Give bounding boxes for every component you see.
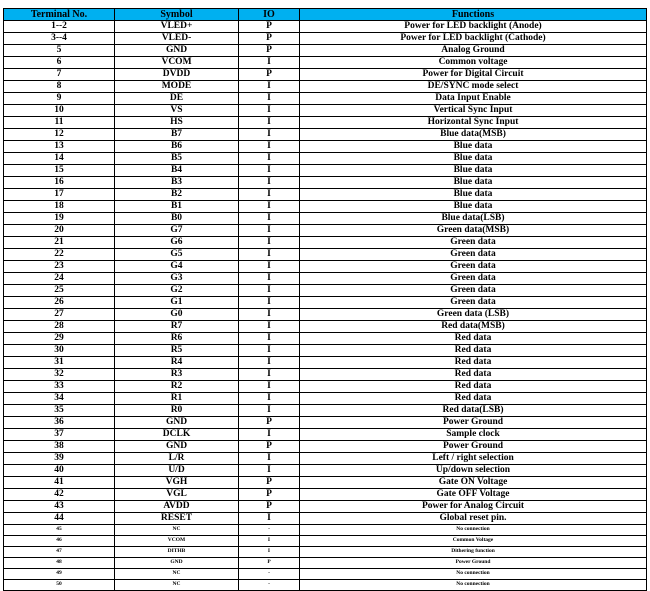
table-row — [4, 33, 647, 45]
function-cell: Blue data — [300, 177, 647, 189]
function-cell: Green data — [300, 261, 647, 273]
function-cell: Gate ON Voltage — [300, 477, 647, 489]
function-cell: Green data — [300, 297, 647, 309]
table-row — [4, 333, 647, 345]
io-cell: I — [239, 369, 300, 381]
symbol-cell: RESET — [115, 513, 239, 525]
symbol-cell: G2 — [115, 285, 239, 297]
table-row — [4, 69, 647, 81]
terminal-no-cell: 28 — [4, 321, 115, 333]
table-row — [4, 489, 647, 501]
table-row — [4, 477, 647, 489]
table-row — [4, 165, 647, 177]
function-cell: Gate OFF Voltage — [300, 489, 647, 501]
function-cell: Dithering function — [300, 547, 647, 558]
io-cell: I — [239, 153, 300, 165]
io-cell: I — [239, 141, 300, 153]
io-cell: I — [239, 165, 300, 177]
terminal-no-cell: 1--2 — [4, 21, 115, 33]
table-row — [4, 57, 647, 69]
function-cell: Analog Ground — [300, 45, 647, 57]
table-row — [4, 21, 647, 33]
io-cell: P — [239, 489, 300, 501]
terminal-no-cell: 25 — [4, 285, 115, 297]
symbol-cell: DE — [115, 93, 239, 105]
symbol-cell: DVDD — [115, 69, 239, 81]
function-cell: Green data — [300, 237, 647, 249]
symbol-cell: B0 — [115, 213, 239, 225]
table-row — [4, 547, 647, 558]
table-row — [4, 558, 647, 569]
table-row — [4, 453, 647, 465]
function-cell: Blue data — [300, 165, 647, 177]
terminal-no-cell: 47 — [4, 547, 115, 558]
symbol-cell: G6 — [115, 237, 239, 249]
table-row — [4, 501, 647, 513]
function-cell: Power Ground — [300, 558, 647, 569]
function-cell: Power for Digital Circuit — [300, 69, 647, 81]
function-cell: Sample clock — [300, 429, 647, 441]
io-cell: I — [239, 536, 300, 547]
function-cell: Common voltage — [300, 57, 647, 69]
table-row — [4, 465, 647, 477]
header-terminal-no: Terminal No. — [4, 9, 115, 21]
symbol-cell: R0 — [115, 405, 239, 417]
table-row — [4, 536, 647, 547]
terminal-no-cell: 44 — [4, 513, 115, 525]
symbol-cell: GND — [115, 441, 239, 453]
terminal-no-cell: 49 — [4, 569, 115, 580]
symbol-cell: R1 — [115, 393, 239, 405]
terminal-no-cell: 38 — [4, 441, 115, 453]
table-row — [4, 177, 647, 189]
terminal-no-cell: 18 — [4, 201, 115, 213]
function-cell: Power Ground — [300, 417, 647, 429]
io-cell: I — [239, 465, 300, 477]
io-cell: - — [239, 580, 300, 591]
symbol-cell: B5 — [115, 153, 239, 165]
table-row — [4, 369, 647, 381]
terminal-no-cell: 17 — [4, 189, 115, 201]
io-cell: I — [239, 357, 300, 369]
function-cell: Common Voltage — [300, 536, 647, 547]
function-cell: Power for LED backlight (Anode) — [300, 21, 647, 33]
terminal-no-cell: 50 — [4, 580, 115, 591]
terminal-no-cell: 3--4 — [4, 33, 115, 45]
table-row — [4, 225, 647, 237]
table-row — [4, 405, 647, 417]
table-row — [4, 81, 647, 93]
symbol-cell: G0 — [115, 309, 239, 321]
terminal-no-cell: 19 — [4, 213, 115, 225]
symbol-cell: G5 — [115, 249, 239, 261]
terminal-no-cell: 20 — [4, 225, 115, 237]
function-cell: Red data — [300, 381, 647, 393]
table-row — [4, 105, 647, 117]
terminal-no-cell: 46 — [4, 536, 115, 547]
function-cell: Red data(MSB) — [300, 321, 647, 333]
table-row — [4, 117, 647, 129]
io-cell: I — [239, 321, 300, 333]
terminal-no-cell: 35 — [4, 405, 115, 417]
table-row — [4, 441, 647, 453]
symbol-cell: B7 — [115, 129, 239, 141]
function-cell: Power Ground — [300, 441, 647, 453]
symbol-cell: GND — [115, 417, 239, 429]
function-cell: Up/down selection — [300, 465, 647, 477]
symbol-cell: R7 — [115, 321, 239, 333]
symbol-cell: VLED- — [115, 33, 239, 45]
terminal-no-cell: 9 — [4, 93, 115, 105]
io-cell: I — [239, 93, 300, 105]
function-cell: Vertical Sync Input — [300, 105, 647, 117]
function-cell: Blue data — [300, 201, 647, 213]
io-cell: I — [239, 129, 300, 141]
function-cell: Red data — [300, 357, 647, 369]
function-cell: Green data(MSB) — [300, 225, 647, 237]
symbol-cell: AVDD — [115, 501, 239, 513]
io-cell: I — [239, 201, 300, 213]
io-cell: P — [239, 441, 300, 453]
symbol-cell: B6 — [115, 141, 239, 153]
function-cell: No connection — [300, 569, 647, 580]
symbol-cell: VGL — [115, 489, 239, 501]
table-row — [4, 429, 647, 441]
symbol-cell: R5 — [115, 345, 239, 357]
symbol-cell: R6 — [115, 333, 239, 345]
terminal-no-cell: 12 — [4, 129, 115, 141]
io-cell: I — [239, 249, 300, 261]
function-cell: No connection — [300, 525, 647, 536]
table-row — [4, 297, 647, 309]
table-row — [4, 525, 647, 536]
table-row — [4, 237, 647, 249]
io-cell: I — [239, 177, 300, 189]
symbol-cell: HS — [115, 117, 239, 129]
table-row — [4, 249, 647, 261]
symbol-cell: G3 — [115, 273, 239, 285]
symbol-cell: NC — [115, 580, 239, 591]
function-cell: Blue data — [300, 141, 647, 153]
terminal-no-cell: 6 — [4, 57, 115, 69]
table-row — [4, 417, 647, 429]
function-cell: Red data(LSB) — [300, 405, 647, 417]
io-cell: I — [239, 513, 300, 525]
terminal-no-cell: 45 — [4, 525, 115, 536]
terminal-no-cell: 22 — [4, 249, 115, 261]
io-cell: P — [239, 558, 300, 569]
function-cell: Green data (LSB) — [300, 309, 647, 321]
io-cell: P — [239, 477, 300, 489]
io-cell: I — [239, 273, 300, 285]
terminal-no-cell: 43 — [4, 501, 115, 513]
function-cell: No connection — [300, 580, 647, 591]
terminal-no-cell: 23 — [4, 261, 115, 273]
terminal-no-cell: 15 — [4, 165, 115, 177]
terminal-no-cell: 29 — [4, 333, 115, 345]
io-cell: I — [239, 81, 300, 93]
function-cell: Red data — [300, 393, 647, 405]
symbol-cell: B4 — [115, 165, 239, 177]
symbol-cell: DITHB — [115, 547, 239, 558]
terminal-no-cell: 7 — [4, 69, 115, 81]
table-row — [4, 261, 647, 273]
terminal-no-cell: 14 — [4, 153, 115, 165]
function-cell: Blue data — [300, 189, 647, 201]
io-cell: I — [239, 453, 300, 465]
header-io: IO — [239, 9, 300, 21]
terminal-no-cell: 11 — [4, 117, 115, 129]
io-cell: I — [239, 261, 300, 273]
function-cell: Blue data — [300, 153, 647, 165]
terminal-no-cell: 16 — [4, 177, 115, 189]
symbol-cell: R3 — [115, 369, 239, 381]
terminal-no-cell: 24 — [4, 273, 115, 285]
function-cell: Power for LED backlight (Cathode) — [300, 33, 647, 45]
io-cell: I — [239, 309, 300, 321]
io-cell: I — [239, 225, 300, 237]
terminal-no-cell: 26 — [4, 297, 115, 309]
symbol-cell: VCOM — [115, 536, 239, 547]
symbol-cell: B1 — [115, 201, 239, 213]
symbol-cell: U/D — [115, 465, 239, 477]
terminal-no-cell: 37 — [4, 429, 115, 441]
io-cell: I — [239, 297, 300, 309]
io-cell: I — [239, 547, 300, 558]
function-cell: DE/SYNC mode select — [300, 81, 647, 93]
table-row — [4, 569, 647, 580]
terminal-no-cell: 40 — [4, 465, 115, 477]
io-cell: P — [239, 45, 300, 57]
function-cell: Power for Analog Circuit — [300, 501, 647, 513]
io-cell: - — [239, 525, 300, 536]
terminal-no-cell: 39 — [4, 453, 115, 465]
io-cell: I — [239, 189, 300, 201]
terminal-no-cell: 32 — [4, 369, 115, 381]
table-row — [4, 153, 647, 165]
symbol-cell: NC — [115, 525, 239, 536]
io-cell: I — [239, 405, 300, 417]
table-row — [4, 580, 647, 591]
io-cell: P — [239, 501, 300, 513]
terminal-no-cell: 42 — [4, 489, 115, 501]
terminal-no-cell: 5 — [4, 45, 115, 57]
symbol-cell: B2 — [115, 189, 239, 201]
io-cell: I — [239, 333, 300, 345]
io-cell: P — [239, 417, 300, 429]
io-cell: P — [239, 69, 300, 81]
terminal-no-cell: 31 — [4, 357, 115, 369]
io-cell: I — [239, 105, 300, 117]
function-cell: Red data — [300, 333, 647, 345]
table-row — [4, 129, 647, 141]
function-cell: Red data — [300, 345, 647, 357]
function-cell: Left / right selection — [300, 453, 647, 465]
symbol-cell: G1 — [115, 297, 239, 309]
io-cell: I — [239, 213, 300, 225]
function-cell: Global reset pin. — [300, 513, 647, 525]
function-cell: Data Input Enable — [300, 93, 647, 105]
symbol-cell: VLED+ — [115, 21, 239, 33]
function-cell: Blue data(LSB) — [300, 213, 647, 225]
terminal-no-cell: 36 — [4, 417, 115, 429]
terminal-no-cell: 8 — [4, 81, 115, 93]
symbol-cell: VS — [115, 105, 239, 117]
io-cell: I — [239, 393, 300, 405]
terminal-no-cell: 48 — [4, 558, 115, 569]
table-row — [4, 93, 647, 105]
table-row — [4, 213, 647, 225]
table-row — [4, 141, 647, 153]
terminal-no-cell: 30 — [4, 345, 115, 357]
terminal-no-cell: 27 — [4, 309, 115, 321]
terminal-no-cell: 33 — [4, 381, 115, 393]
header-row — [4, 9, 647, 21]
io-cell: I — [239, 345, 300, 357]
function-cell: Green data — [300, 273, 647, 285]
table-body — [4, 21, 647, 591]
io-cell: - — [239, 569, 300, 580]
symbol-cell: VGH — [115, 477, 239, 489]
symbol-cell: G4 — [115, 261, 239, 273]
table-row — [4, 309, 647, 321]
table-row — [4, 189, 647, 201]
table-row — [4, 285, 647, 297]
symbol-cell: GND — [115, 558, 239, 569]
symbol-cell: NC — [115, 569, 239, 580]
table-row — [4, 273, 647, 285]
terminal-no-cell: 13 — [4, 141, 115, 153]
io-cell: I — [239, 117, 300, 129]
io-cell: I — [239, 285, 300, 297]
function-cell: Red data — [300, 369, 647, 381]
table-row — [4, 381, 647, 393]
function-cell: Green data — [300, 285, 647, 297]
table-row — [4, 345, 647, 357]
terminal-no-cell: 34 — [4, 393, 115, 405]
table-row — [4, 45, 647, 57]
terminal-no-cell: 41 — [4, 477, 115, 489]
table-row — [4, 357, 647, 369]
symbol-cell: VCOM — [115, 57, 239, 69]
header-symbol: Symbol — [115, 9, 239, 21]
io-cell: P — [239, 21, 300, 33]
io-cell: I — [239, 237, 300, 249]
symbol-cell: R4 — [115, 357, 239, 369]
table-row — [4, 201, 647, 213]
pin-assignment-table — [3, 8, 647, 591]
terminal-no-cell: 21 — [4, 237, 115, 249]
function-cell: Blue data(MSB) — [300, 129, 647, 141]
function-cell: Horizontal Sync Input — [300, 117, 647, 129]
symbol-cell: L/R — [115, 453, 239, 465]
symbol-cell: DCLK — [115, 429, 239, 441]
io-cell: P — [239, 33, 300, 45]
table-header — [4, 9, 647, 21]
symbol-cell: MODE — [115, 81, 239, 93]
table-row — [4, 393, 647, 405]
io-cell: I — [239, 381, 300, 393]
io-cell: I — [239, 57, 300, 69]
table-row — [4, 513, 647, 525]
table-row — [4, 321, 647, 333]
function-cell: Green data — [300, 249, 647, 261]
symbol-cell: R2 — [115, 381, 239, 393]
header-functions: Functions — [300, 9, 647, 21]
io-cell: I — [239, 429, 300, 441]
symbol-cell: G7 — [115, 225, 239, 237]
symbol-cell: B3 — [115, 177, 239, 189]
terminal-no-cell: 10 — [4, 105, 115, 117]
symbol-cell: GND — [115, 45, 239, 57]
